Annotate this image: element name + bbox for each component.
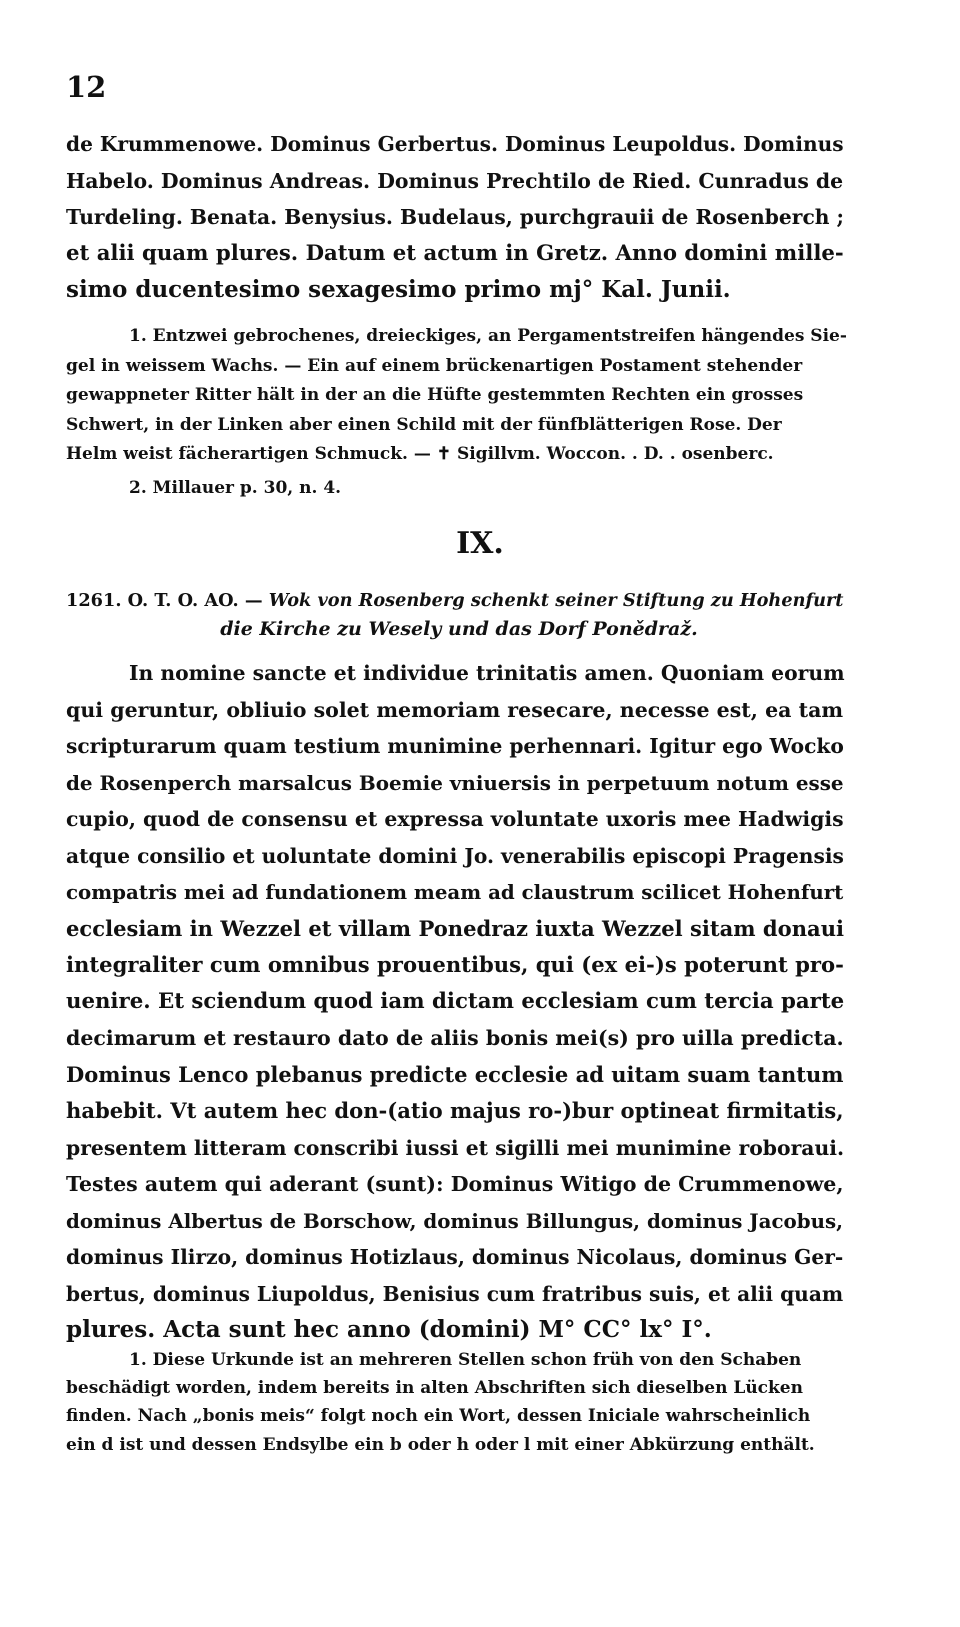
text-line: habebit. Vt autem hec don-(atio majus ro-)bur optineat firmitatis,	[66, 1098, 844, 1123]
seal-note	[66, 322, 852, 470]
text-line: et alii quam plures. Datum et actum in Gretz. Anno domini mille-	[66, 240, 844, 266]
text-line: dominus Ilirzo, dominus Hotizlaus, dominus Nicolaus, dominus Ger-	[66, 1245, 844, 1269]
heading-line	[66, 586, 852, 615]
text-line: Helm weist fächerartigen Schmuck. — ✝ Sigillvm. Woccon. . D. . osenberc.	[66, 444, 774, 464]
document-heading	[66, 586, 852, 644]
text-line: 1. Diese Urkunde ist an mehreren Stellen schon früh von den Schaben	[129, 1350, 802, 1370]
charter-ending-paragraph	[66, 126, 852, 309]
text-line: gel in weissem Wachs. — Ein auf einem brückenartigen Postament stehender	[66, 355, 803, 376]
text-line: 2. Millauer p. 30, n. 4.	[129, 478, 342, 498]
text-line: dominus Albertus de Borschow, dominus Billungus, dominus Jacobus,	[66, 1208, 844, 1233]
text-line: Schwert, in der Linken aber einen Schild mit der fünfblätterigen Rose. Der	[66, 414, 782, 435]
footnote	[66, 1346, 852, 1459]
text-line: Testes autem qui aderant (sunt): Dominus Witigo de Crummenowe,	[66, 1172, 844, 1196]
text-line: bertus, dominus Liupoldus, Benisius cum fratribus suis, et alii quam	[66, 1281, 844, 1306]
heading-line	[66, 615, 852, 644]
text-line: ein d ist und dessen Endsylbe ein b oder h oder l mit einer Abkürzung enthält.	[66, 1434, 815, 1455]
text-line: In nomine sancte et individue trinitatis amen. Quoniam eorum	[129, 661, 845, 685]
text-line: Dominus Lenco plebanus predicte ecclesie ad uitam suam tantum	[66, 1061, 844, 1087]
text-line: simo ducentesimo sexagesimo primo mj° Kal. Junii.	[66, 276, 731, 304]
text-line: beschädigt worden, indem bereits in alten Abschriften sich dieselben Lücken	[66, 1378, 803, 1399]
text-line: plures. Acta sunt hec anno (domini) M° CC° lx° I°.	[66, 1316, 712, 1343]
text-line: ecclesiam in Wezzel et villam Ponedraz iuxta Wezzel sitam donaui	[66, 915, 845, 941]
section-number: IX.	[456, 526, 504, 561]
reference-note	[129, 474, 915, 502]
heading-date: 1261. O. T. O. AO. —	[66, 590, 263, 611]
page-number: 12	[66, 70, 107, 104]
text-line: finden. Nach „bonis meis“ folgt noch ein Wort, dessen Iniciale wahrscheinlich	[66, 1406, 811, 1427]
text-line: 1. Entzwei gebrochenes, dreieckiges, an Pergamentstreifen hängendes Sie-	[129, 326, 847, 346]
text-line: uenire. Et sciendum quod iam dictam ecclesiam cum tercia parte	[66, 988, 845, 1014]
text-line: de Rosenperch marsalcus Boemie vniuersis in perpetuum notum esse	[66, 770, 844, 795]
text-line: cupio, quod de consensu et expressa voluntate uxoris mee Hadwigis	[66, 807, 844, 831]
text-line: atque consilio et uoluntate domini Jo. venerabilis episcopi Pragensis	[66, 843, 844, 868]
heading-title: die Kirche zu Wesely und das Dorf Ponědraž.	[220, 618, 698, 640]
charter-text	[66, 655, 852, 1349]
text-line: decimarum et restauro dato de aliis bonis mei(s) pro uilla predicta.	[66, 1026, 844, 1050]
text-line: de Krummenowe. Dominus Gerbertus. Dominus Leupoldus. Dominus	[66, 132, 844, 156]
text-line: Habelo. Dominus Andreas. Dominus Prechtilo de Ried. Cunradus de	[66, 168, 844, 193]
text-line: qui geruntur, obliuio solet memoriam resecare, necesse est, ea tam	[66, 697, 844, 722]
text-line: gewappneter Ritter hält in der an die Hüfte gestemmten Rechten ein grosses	[66, 385, 804, 405]
heading-title: Wok von Rosenberg schenkt seiner Stiftung zu Hohenfurt	[268, 590, 844, 611]
text-line: Turdeling. Benata. Benysius. Budelaus, purchgrauii de Rosenberch ;	[66, 205, 844, 230]
text-line: integraliter cum omnibus prouentibus, qui (ex ei-)s poterunt pro-	[66, 952, 844, 977]
text-line: presentem litteram conscribi iussi et sigilli mei munimine roboraui.	[66, 1135, 845, 1160]
text-line: compatris mei ad fundationem meam ad claustrum scilicet Hohenfurt	[66, 880, 844, 904]
text-line: scripturarum quam testium munimine perhennari. Igitur ego Wocko	[66, 734, 844, 758]
